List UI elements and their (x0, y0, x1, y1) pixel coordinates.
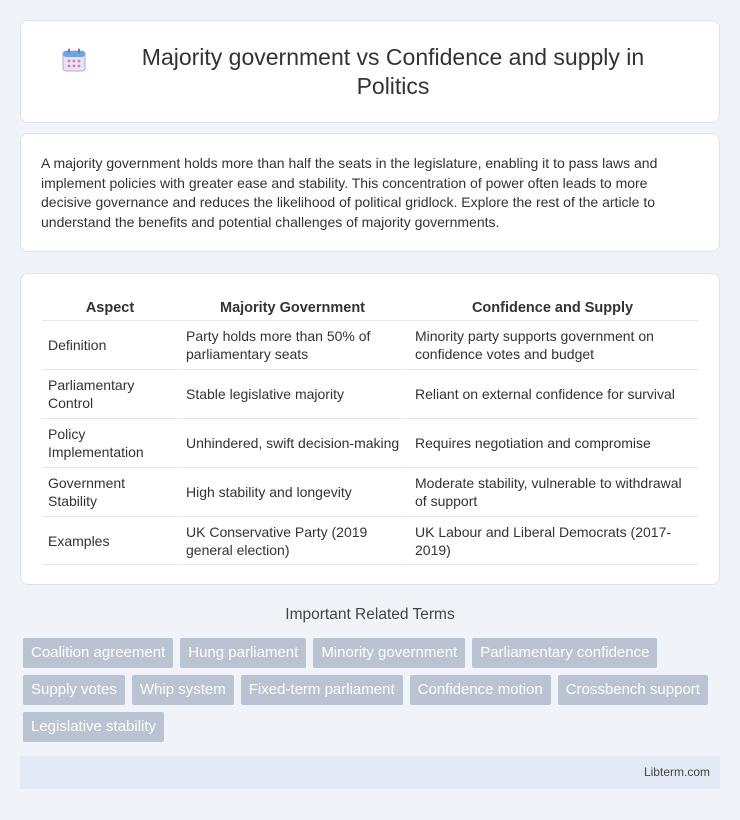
table-row (42, 467, 698, 516)
table-cell: Reliant on external confidence for survival (407, 369, 698, 418)
related-term-tag[interactable]: Crossbench support (558, 675, 708, 705)
related-term-tag[interactable]: Coalition agreement (23, 638, 173, 668)
table-cell: Party holds more than 50% of parliamentary seats (178, 320, 407, 369)
table-cell: Minority party supports government on confidence votes and budget (407, 320, 698, 369)
comparison-table (42, 294, 698, 565)
table-row (42, 320, 698, 369)
intro-text: A majority government holds more than half the seats in the legislature, enabling it to pass laws and implement policies with greater ease and stability. This concentration of power often leads to more decisive governance and reduces the likelihood of political gridlock. Explore the rest of the article to understand the benefits and potential challenges of majority governments. (41, 155, 658, 230)
related-terms-list (23, 638, 723, 749)
title-card (20, 20, 720, 123)
table-row (42, 418, 698, 467)
table-cell: Requires negotiation and compromise (407, 418, 698, 467)
table-cell: UK Conservative Party (2019 general election) (178, 516, 407, 565)
intro-card (20, 133, 720, 252)
table-cell: Policy Implementation (42, 418, 178, 467)
table-row (42, 369, 698, 418)
related-terms-title: Important Related Terms (285, 606, 455, 623)
table-cell: Unhindered, swift decision-making (178, 418, 407, 467)
related-term-tag[interactable]: Parliamentary confidence (472, 638, 657, 668)
related-term-tag[interactable]: Whip system (132, 675, 234, 705)
table-header-confidence: Confidence and Supply (471, 300, 634, 316)
table-cell: Government Stability (42, 467, 178, 516)
related-term-tag[interactable]: Hung parliament (180, 638, 306, 668)
table-cell: Stable legislative majority (178, 369, 407, 418)
calendar-icon (61, 47, 87, 73)
related-term-tag[interactable]: Minority government (313, 638, 465, 668)
table-header-majority: Majority Government (219, 300, 366, 316)
table-cell: UK Labour and Liberal Democrats (2017-2019) (407, 516, 698, 565)
table-header-row (42, 294, 698, 320)
title-wrap (21, 43, 719, 101)
footer (20, 756, 720, 789)
table-header-aspect: Aspect (85, 300, 135, 316)
related-term-tag[interactable]: Confidence motion (410, 675, 551, 705)
footer-brand-link[interactable]: Libterm.com (643, 765, 710, 779)
comparison-table-card (20, 273, 720, 585)
table-cell: High stability and longevity (178, 467, 407, 516)
page-title: Majority government vs Confidence and supply in Politics (141, 43, 645, 99)
related-term-tag[interactable]: Supply votes (23, 675, 125, 705)
table-cell: Definition (42, 320, 178, 369)
related-term-tag[interactable]: Legislative stability (23, 712, 164, 742)
table-cell: Moderate stability, vulnerable to withdrawal of support (407, 467, 698, 516)
table-cell: Examples (42, 516, 178, 565)
related-term-tag[interactable]: Fixed-term parliament (241, 675, 403, 705)
table-row (42, 516, 698, 565)
table-cell: Parliamentary Control (42, 369, 178, 418)
